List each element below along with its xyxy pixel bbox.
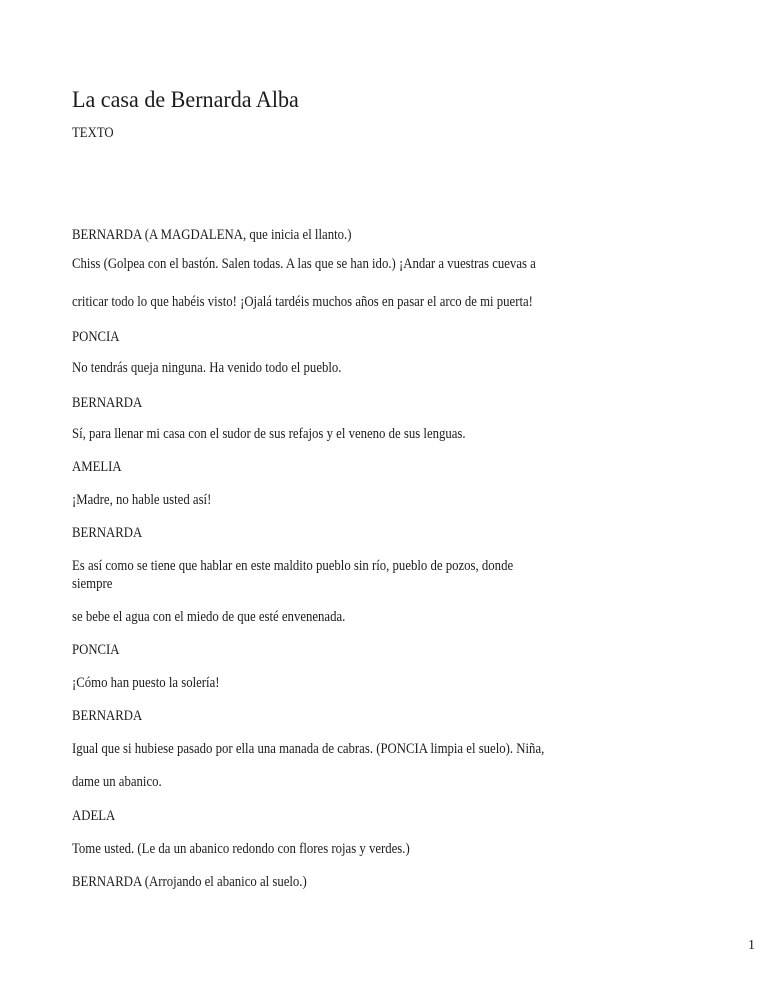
- dialogue-line: Sí, para llenar mi casa con el sudor de sus refajos y el veneno de sus lenguas.: [72, 426, 466, 442]
- speaker-line: BERNARDA: [72, 395, 143, 411]
- page-number: 1: [748, 938, 755, 953]
- speaker-line: BERNARDA: [72, 708, 143, 724]
- speaker-line: AMELIA: [72, 459, 122, 475]
- speaker-line: PONCIA: [72, 329, 120, 345]
- document-title: La casa de Bernarda Alba: [72, 87, 299, 112]
- dialogue-line: Chiss (Golpea con el bastón. Salen todas. A las que se han ido.) ¡Andar a vuestras cuevas a: [72, 256, 536, 272]
- speaker-line: BERNARDA (Arrojando el abanico al suelo.): [72, 874, 307, 890]
- speaker-line: BERNARDA: [72, 525, 143, 541]
- document-subtitle: TEXTO: [72, 125, 114, 141]
- dialogue-line: No tendrás queja ninguna. Ha venido todo el pueblo.: [72, 360, 342, 376]
- dialogue-line: dame un abanico.: [72, 774, 162, 790]
- dialogue-line: Es así como se tiene que hablar en este maldito pueblo sin río, pueblo de pozos, donde: [72, 558, 514, 574]
- dialogue-line: ¡Cómo han puesto la solería!: [72, 675, 220, 691]
- speaker-line: PONCIA: [72, 642, 120, 658]
- dialogue-line: ¡Madre, no hable usted así!: [72, 492, 212, 508]
- dialogue-line: siempre: [72, 576, 113, 592]
- speaker-line: ADELA: [72, 808, 116, 824]
- dialogue-line: criticar todo lo que habéis visto! ¡Ojalá tardéis muchos años en pasar el arco de mi puerta!: [72, 294, 533, 310]
- dialogue-line: se bebe el agua con el miedo de que esté envenenada.: [72, 609, 346, 625]
- speaker-line: BERNARDA (A MAGDALENA, que inicia el llanto.): [72, 227, 352, 243]
- dialogue-line: Igual que si hubiese pasado por ella una manada de cabras. (PONCIA limpia el suelo). Niña,: [72, 741, 545, 757]
- dialogue-line: Tome usted. (Le da un abanico redondo con flores rojas y verdes.): [72, 841, 410, 857]
